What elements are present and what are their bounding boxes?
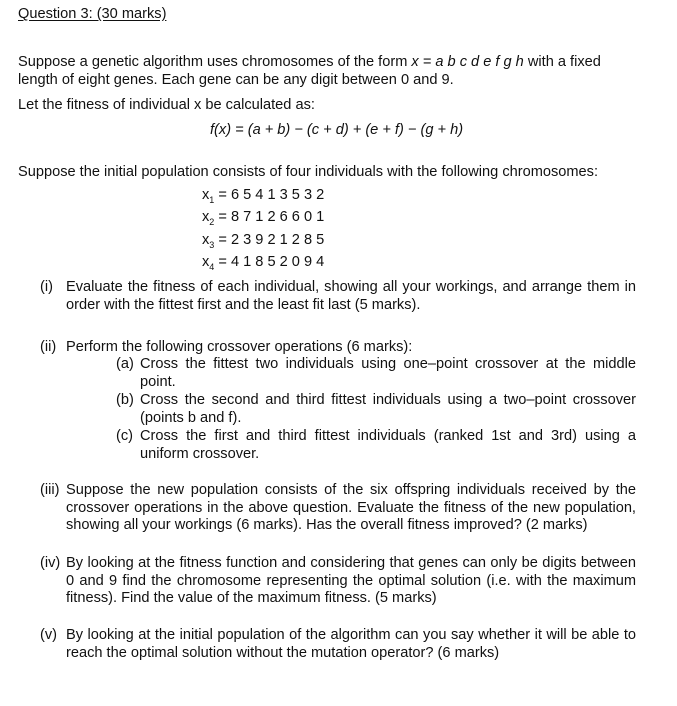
subpart-letter: (b): [116, 392, 134, 408]
chromosome-row: $x_2 = 8$ 7 1 2 6 6 0 1: [202, 209, 325, 228]
part-v: [40, 627, 636, 662]
intro-paragraph: [18, 53, 638, 89]
part-iii: [40, 482, 636, 535]
fitness-formula: f(x) = (a + b) − (c + d) + (e + f) − (g + h): [210, 122, 464, 138]
part-ii-c: [116, 428, 636, 463]
part-text: Perform the following crossover operations (6 marks):: [66, 339, 413, 355]
part-iv: [40, 555, 636, 608]
chromosome-form: x = a b c d e f g h: [411, 54, 524, 70]
part-number: (i): [40, 279, 53, 295]
part-text: By looking at the fitness function and considering that genes can only be digits between 0 and 9 find the chromosome representing the optimal solution (i.e. with the maximum fitness). Find the value of the maximum fitness. (5 marks): [66, 555, 636, 606]
question-title: Question 3: (30 marks): [18, 6, 167, 22]
part-number: (ii): [40, 339, 57, 355]
chromosome-row: $x_4 = 4$ 1 8 5 2 0 9 4: [202, 254, 325, 273]
subpart-text: Cross the first and third fittest individuals (ranked 1st and 3rd) using a uniform crossover.: [140, 428, 636, 462]
part-text: Suppose the new population consists of the six offspring individuals received by the crossover operations in the above question. Evaluate the fitness of the new population, showing all your workings (6 marks). Has the overall fitness improved? (2 marks): [66, 482, 636, 533]
part-number: (iii): [40, 482, 60, 498]
subpart-letter: (a): [116, 356, 134, 372]
part-ii-a: [116, 356, 636, 391]
chromosome-list: [202, 187, 324, 277]
part-i: [40, 279, 636, 314]
population-intro: Suppose the initial population consists of four individuals with the following chromosomes:: [18, 164, 599, 180]
chromosome-row: $x_1 = 6$ 5 4 1 3 5 3 2: [202, 187, 325, 205]
part-number: (v): [40, 627, 58, 643]
subpart-text: Cross the second and third fittest individuals using a two–point crossover (points b and f).: [140, 392, 636, 426]
chromosome-row: $x_3 = 2$ 3 9 2 1 2 8 5: [202, 231, 325, 250]
intro-line1-pre: Suppose a genetic algorithm uses chromosomes of the form: [18, 54, 412, 70]
intro-line2: length of eight genes. Each gene can be any digit between 0 and 9.: [18, 72, 454, 88]
part-ii: [40, 339, 636, 357]
subpart-letter: (c): [116, 428, 134, 444]
part-number: (iv): [40, 555, 61, 571]
intro-line1-post: with a fixed: [523, 54, 601, 70]
subpart-text: Cross the fittest two individuals using one–point crossover at the middle point.: [140, 356, 636, 390]
fitness-intro: Let the fitness of individual x be calculated as:: [18, 97, 315, 113]
part-ii-b: [116, 392, 636, 427]
part-text: Evaluate the fitness of each individual, showing all your workings, and arrange them in order with the fittest first and the least fit last (5 marks).: [66, 279, 636, 313]
part-text: By looking at the initial population of the algorithm can you say whether it will be able to reach the optimal solution without the mutation operator? (6 marks): [66, 627, 636, 661]
